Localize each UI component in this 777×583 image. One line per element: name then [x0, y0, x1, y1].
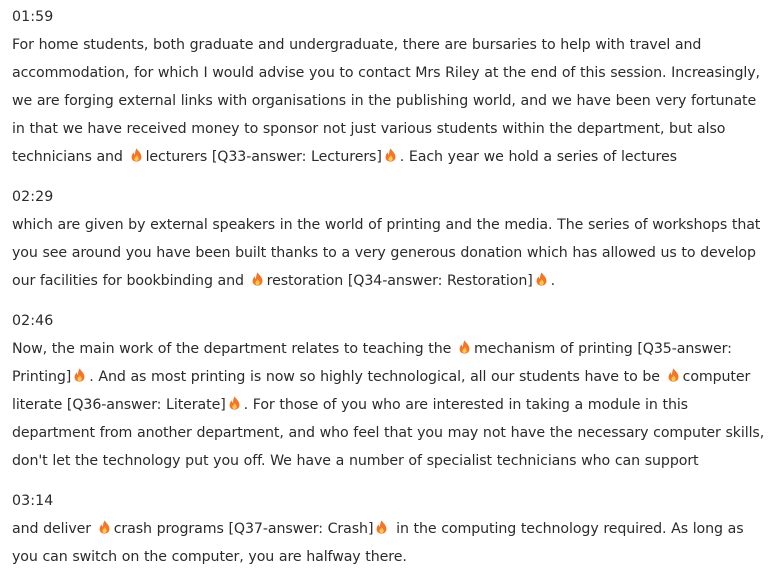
transcript-segment [12, 307, 772, 475]
fire-icon [375, 520, 388, 534]
transcript-paragraph [12, 31, 772, 171]
timestamp: 03:14 [12, 493, 54, 509]
answer-highlight: mechanism of printing [Q35-answer: Printing] [12, 341, 732, 385]
fire-icon [535, 272, 548, 286]
fire-icon [251, 272, 264, 286]
transcript-paragraph [12, 515, 772, 571]
transcript-text: which are given by external speakers in the world of printing and the media. The series of workshops that you see around you have been built thanks to a very generous donation which has allowed us to develop our facilities for bookbinding and [12, 217, 761, 289]
fire-icon [98, 520, 111, 534]
answer-highlight: lecturers [Q33-answer: Lecturers] [145, 149, 382, 165]
transcript-text: For home students, both graduate and undergraduate, there are bursaries to help with travel and accommodation, for which I would advise you to contact Mrs Riley at the end of this session. Increasingly, we are forging external links with organisations in the publishing world, and we have been very fortunate in that we have received money to sponsor not just various students within the department, but also technicians and [12, 37, 760, 165]
transcript-text: and deliver [12, 521, 96, 537]
transcript-segment [12, 3, 772, 171]
transcript-text: . Each year we hold a series of lectures [399, 149, 677, 165]
answer-highlight: crash programs [Q37-answer: Crash] [113, 521, 374, 537]
transcript-paragraph [12, 335, 772, 475]
transcript-text: . For those of you who are interested in taking a module in this department from another department, and who feel that you may not have the necessary computer skills, don't let the technology put you off. We have a number of specialist technicians who can support [12, 397, 765, 469]
transcript-paragraph [12, 211, 772, 295]
timestamp: 02:29 [12, 189, 54, 205]
fire-icon [228, 396, 241, 410]
fire-icon [458, 340, 471, 354]
fire-icon [73, 368, 86, 382]
fire-icon [384, 148, 397, 162]
fire-icon [667, 368, 680, 382]
transcript-text: Now, the main work of the department relates to teaching the [12, 341, 456, 357]
fire-icon [130, 148, 143, 162]
answer-highlight: restoration [Q34-answer: Restoration] [266, 273, 533, 289]
transcript-text: . [550, 273, 556, 289]
timestamp: 02:46 [12, 313, 54, 329]
transcript-text: . And as most printing is now so highly technological, all our students have to be [89, 369, 665, 385]
transcript [12, 3, 772, 583]
transcript-text: in the computing technology required. As long as you can switch on the computer, you are halfway there. [12, 521, 744, 565]
answer-highlight: computer literate [Q36-answer: Literate] [12, 369, 751, 413]
transcript-segment [12, 487, 772, 571]
timestamp: 01:59 [12, 9, 54, 25]
transcript-segment [12, 183, 772, 295]
